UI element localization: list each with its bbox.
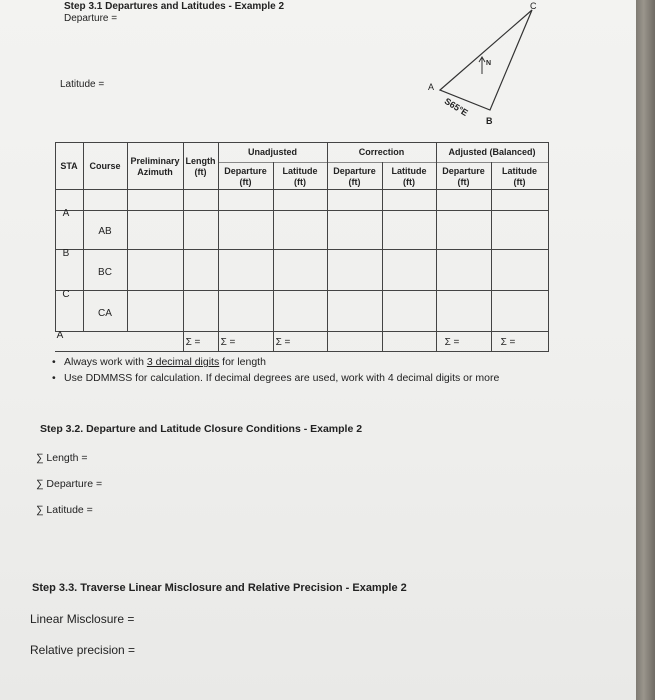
header-corr-latitude-unit: (ft): [403, 177, 415, 187]
header-corr-departure-unit: (ft): [348, 177, 361, 187]
header-unadjusted: Unadjusted: [247, 147, 297, 157]
sum-latitude-label: ∑ Latitude =: [36, 504, 93, 516]
header-sta: STA: [60, 161, 78, 171]
header-adj-departure-unit: (ft): [457, 177, 470, 187]
note-decimal-digits: • Always work with 3 decimal digits for length: [52, 356, 499, 368]
sum-length-label: ∑ Length =: [36, 452, 88, 464]
step33-title: Step 3.3. Traverse Linear Misclosure and Relative Precision - Example 2: [32, 582, 407, 594]
step31-title: Step 3.1 Departures and Latitudes - Example 2: [64, 1, 285, 12]
course-ca: CA: [98, 308, 112, 319]
station-b: B: [62, 248, 70, 259]
header-azimuth-2: Azimuth: [137, 167, 173, 177]
sum-unadj-departure: Σ =: [220, 337, 236, 348]
header-adjusted: Adjusted (Balanced): [448, 147, 536, 157]
sum-unadj-latitude: Σ =: [275, 337, 291, 348]
header-azimuth-1: Preliminary: [130, 156, 180, 166]
course-bc: BC: [98, 267, 112, 278]
page-edge-background: [636, 0, 655, 700]
relative-precision-label: Relative precision =: [30, 643, 136, 657]
header-unadj-departure-unit: (ft): [239, 177, 252, 187]
sum-departure-label: ∑ Departure =: [36, 478, 103, 490]
north-label: N: [486, 60, 492, 67]
note-ddmmss: • Use DDMMSS for calculation. If decimal degrees are used, work with 4 decimal digits or more: [52, 372, 499, 384]
header-corr-departure: Departure: [333, 166, 376, 176]
header-adj-departure: Departure: [442, 166, 485, 176]
point-b-label: B: [486, 116, 493, 126]
sum-adj-departure: Σ =: [444, 337, 460, 348]
traverse-diagram: [420, 0, 570, 130]
departure-label: Departure =: [64, 13, 118, 24]
header-unadj-latitude: Latitude: [282, 166, 318, 176]
header-adj-latitude: Latitude: [502, 166, 537, 176]
header-correction: Correction: [358, 147, 405, 157]
station-c: C: [62, 289, 70, 300]
header-adj-latitude-unit: (ft): [513, 177, 526, 187]
station-a-end: A: [56, 330, 64, 341]
sum-adj-latitude: Σ =: [500, 337, 516, 348]
header-unadj-latitude-unit: (ft): [294, 177, 306, 187]
header-unadj-departure: Departure: [224, 166, 267, 176]
station-a: A: [62, 208, 70, 219]
linear-misclosure-label: Linear Misclosure =: [30, 612, 135, 626]
header-corr-latitude: Latitude: [391, 166, 427, 176]
point-a-label: A: [428, 82, 435, 92]
sum-length: Σ =: [185, 337, 201, 348]
notes-list: [52, 356, 499, 388]
course-ab: AB: [98, 226, 112, 237]
traverse-table: [55, 142, 549, 352]
point-c-label: C: [530, 1, 537, 11]
latitude-label: Latitude =: [60, 79, 105, 90]
triangle-diagram: [420, 0, 570, 130]
step32-title: Step 3.2. Departure and Latitude Closure Conditions - Example 2: [40, 423, 363, 435]
header-course: Course: [89, 161, 121, 171]
header-length-2: (ft): [194, 167, 207, 177]
bearing-label: S65°E: [442, 96, 470, 119]
header-length-1: Length: [185, 156, 216, 166]
